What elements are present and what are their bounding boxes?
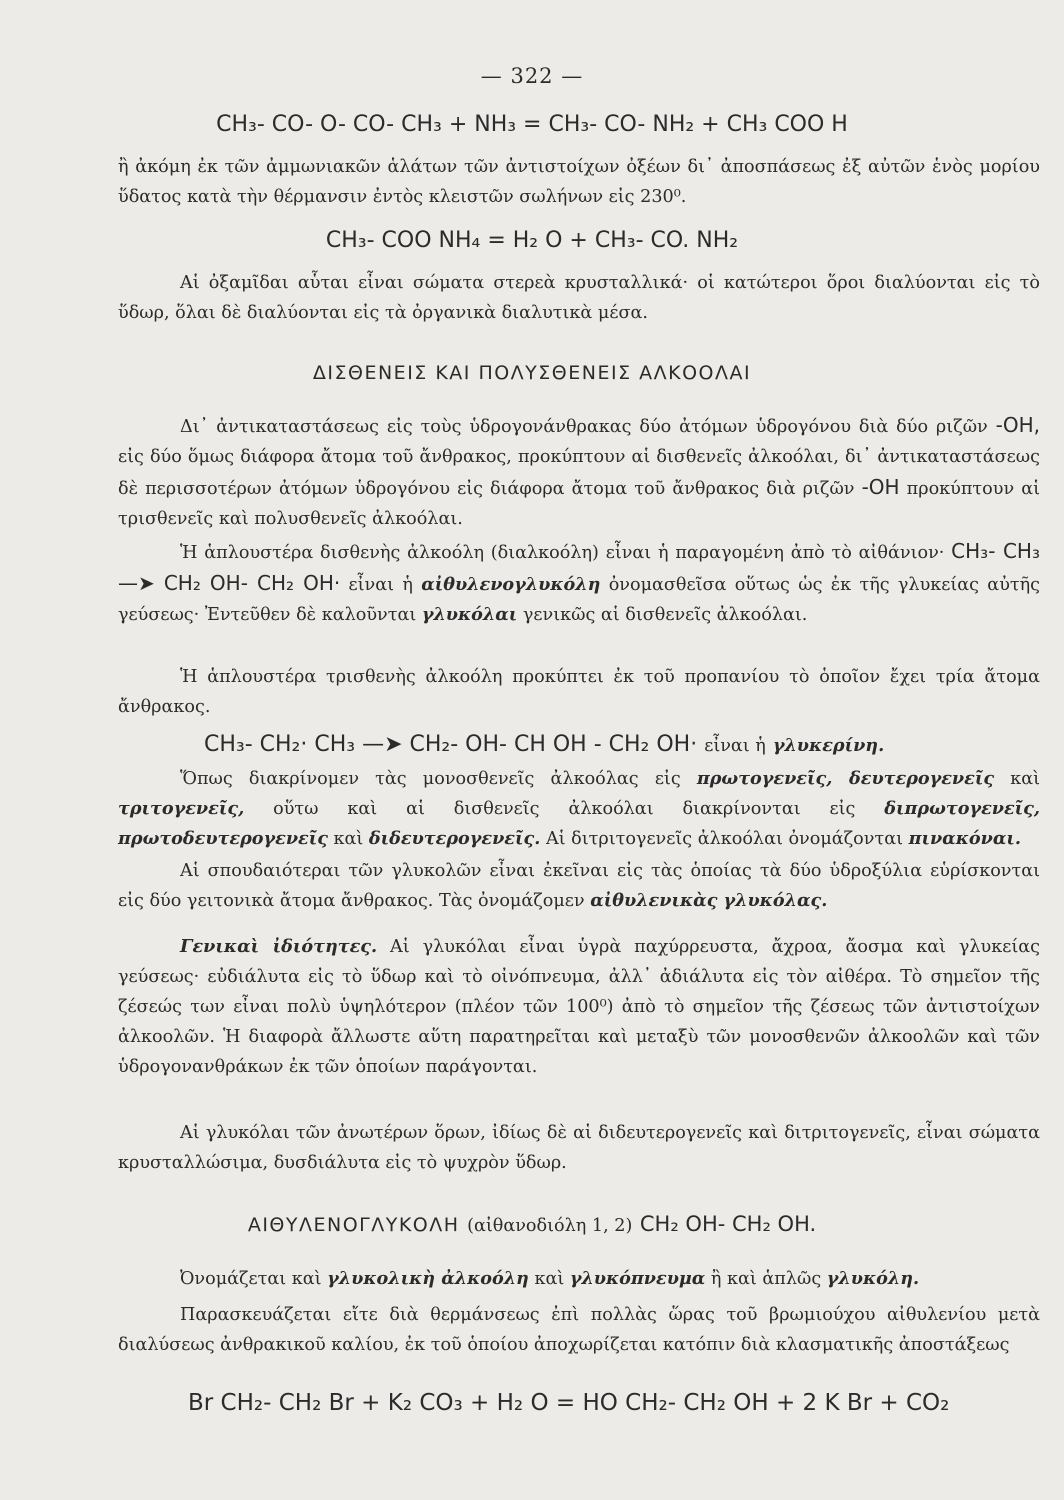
ethane-to-glycol-formula: CH₃- CH₃ —➤ CH₂ OH- CH₂ OH· <box>118 539 1040 595</box>
paragraph-triol: Ἡ ἁπλουστέρα τρισθενὴς ἀλκοόλη προκύπτει ἐκ τοῦ προπανίου τὸ ὁποῖον ἔχει τρία ἄτομα ἄνθρακος. <box>118 667 1040 717</box>
page-number: — 322 — <box>480 64 584 88</box>
section-heading-ethylene-glycol <box>0 1212 1064 1236</box>
p8-text: Αἱ γλυκόλαι εἶναι ὑγρὰ παχύρρευστα, ἄχροα, ἄοσμα καὶ γλυκείας γεύσεως· εὐδιάλυτα εἰς τὸ ὕδωρ καὶ τὸ οἰνόπνευμα, ἀλλ᾽ ἀδιάλυτα εἰς τὸν αἰθέρα. Τὸ σημεῖον τῆς ζέσεώς των εἶναι πολὺ ὑψηλότερον (πλέον τῶν 100⁰) ἀπὸ τὸ σημεῖον τῆς ζέσεως τῶν ἀντιστοίχων ἀλκοολῶν. Ἡ διαφορὰ ἄλλωστε αὕτη παρατηρεῖται καὶ μεταξὺ τῶν μονοσθενῶν ἀλκοολῶν καὶ τῶν ὑδρογονανθράκων ἐκ τῶν ὁποίων παράγονται. <box>118 937 1040 1077</box>
paragraph-classification <box>118 764 1040 854</box>
p4-text-c: ὀνομασθεῖσα οὕτως ὡς ἐκ τῆς γλυκείας αὐτῆς γεύσεως· Ἐντεῦθεν δὲ καλοῦνται <box>118 575 1041 625</box>
p10-text-c: ἢ καὶ ἁπλῶς <box>710 1269 822 1289</box>
p6-text-e: Αἱ διτριτογενεῖς ἀλκοόλαι ὀνομάζονται <box>545 829 903 849</box>
hydroxyl-group-1: -OH, <box>995 413 1041 437</box>
paragraph-ammonium-salts: ἢ ἀκόμη ἐκ τῶν ἀμμωνιακῶν ἁλάτων τῶν ἀντιστοίχων ὀξέων δι᾽ ἀποσπάσεως ἐξ αὐτῶν ἑνὸς μορίου ὕδατος κατὰ τὴν θέρμανσιν ἐντὸς κλειστῶν σωλήνων εἰς 230⁰. <box>118 157 1040 207</box>
ethylene-glycol-title: ΑΙΘΥΛΕΝΟΓΛΥΚΟΛΗ <box>247 1214 460 1236</box>
p3-text-c: προκύπτουν αἱ τρισθενεῖς καὶ πολυσθενεῖς ἀλκοόλαι. <box>118 479 1040 529</box>
equation-ammonium-acetate: CH₃- COO NH₄ = H₂ O + CH₃- CO. NH₂ <box>325 228 739 253</box>
paragraph-glycol-definition <box>118 536 1040 630</box>
paragraph-general-properties <box>118 932 1040 1082</box>
term-glycol-spirit: γλυκόπνευμα <box>569 1268 706 1289</box>
term-glycerin: γλυκερίνη. <box>772 735 885 756</box>
p7-text: Αἱ σπουδαιότεραι τῶν γλυκολῶν εἶναι ἐκεῖναι εἰς τὰς ὁποίας τὰ δύο ὑδροξύλια εὑρίσκονται εἰς δύο γειτονικὰ ἄτομα ἄνθρακος. Τὰς ὀνομάζομεν <box>118 861 1040 911</box>
p10-text-a: Ὀνομάζεται καὶ <box>180 1269 322 1289</box>
term-diprimary: διπρωτογενεῖς, πρωτοδευτερογενεῖς <box>118 798 1041 849</box>
subheading-general-properties: Γενικαὶ ἰδιότητες. <box>180 936 378 957</box>
term-glycol: γλυκόλη. <box>826 1268 920 1289</box>
term-pinacones: πινακόναι. <box>908 828 1022 849</box>
p6-text-b: καὶ <box>1010 769 1041 789</box>
p6-text-a: Ὅπως διακρίνομεν τὰς μονοσθενεῖς ἀλκοόλας εἰς <box>180 769 681 789</box>
equation-propane-glycerin <box>204 732 1044 757</box>
term-ethylenic-glycols: αἰθυλενικὰς γλυκόλας. <box>590 890 828 911</box>
p6-text-d: καὶ <box>333 829 364 849</box>
paragraph-higher-glycols: Αἱ γλυκόλαι τῶν ἀνωτέρων ὅρων, ἰδίως δὲ αἱ διδευτερογενεῖς καὶ διτριτογενεῖς, εἶναι σώματα κρυσταλλώσιμα, δυσδιάλυτα εἰς τὸ ψυχρὸν ὕδωρ. <box>118 1123 1040 1173</box>
term-glycols: γλυκόλαι <box>421 604 518 625</box>
term-glycolic-alcohol: γλυκολικὴ ἀλκοόλη <box>327 1268 529 1289</box>
iupac-name: (αἰθανοδιόλη 1, 2) <box>467 1216 633 1236</box>
term-primary-secondary: πρωτογενεῖς, δευτερογενεῖς <box>696 768 995 789</box>
paragraph-preparation: Παρασκευάζεται εἴτε διὰ θερμάνσεως ἐπὶ πολλὰς ὥρας τοῦ βρωμιούχου αἰθυλενίου μετὰ διαλύσεως ἀνθρακικοῦ καλίου, ἐκ τοῦ ὁποίου ἀποχωρίζεται κατόπιν διὰ κλασματικῆς ἀποστάξεως <box>118 1305 1040 1355</box>
p4-text-a: Ἡ ἁπλουστέρα δισθενὴς ἀλκοόλη (διαλκοόλη) εἶναι ἡ παραγομένη ἀπὸ τὸ αἰθάνιον· <box>180 543 945 563</box>
term-tertiary: τριτογενεῖς, <box>118 798 245 819</box>
paragraph-oxamides: Αἱ ὀξαμῖδαι αὗται εἶναι σώματα στερεὰ κρυσταλλικά· οἱ κατώτεροι ὅροι διαλύονται εἰς τὸ ὕδωρ, ὅλαι δὲ διαλύονται εἰς τὰ ὀργανικὰ διαλυτικὰ μέσα. <box>118 273 1040 323</box>
p3-text-b: εἰς δύο ὅμως διάφορα ἄτομα τοῦ ἄνθρακος, προκύπτουν αἱ δισθενεῖς ἀλκοόλαι, δι᾽ ἀντικαταστάσεως δὲ περισσοτέρων ἀτόμων ὑδρογόνου εἰς διάφορα ἄτομα τοῦ ἄνθρακος διὰ ριζῶν <box>118 447 1040 499</box>
paragraph-definition <box>118 410 1040 534</box>
p3-text-a: Δι᾽ ἀντικαταστάσεως εἰς τοὺς ὑδρογονάνθρακας δύο ἀτόμων ὑδρογόνου διὰ δύο ριζῶν <box>180 417 988 437</box>
eq3-text: εἶναι ἡ <box>704 736 766 756</box>
p4-text-d: γενικῶς αἱ δισθενεῖς ἀλκοόλαι. <box>522 605 808 625</box>
term-disecondary: διδευτερογενεῖς. <box>368 828 541 849</box>
propane-glycerin-formula: CH₃- CH₂· CH₃ —➤ CH₂- OH- CH OH - CH₂ OH· <box>204 732 698 757</box>
ethylene-glycol-formula: CH₂ OH- CH₂ OH. <box>639 1212 817 1236</box>
paragraph-synonyms <box>118 1264 1040 1294</box>
paragraph-ethylenic-glycols <box>118 856 1040 916</box>
section-heading-polyhydric-alcohols: ΔΙΣΘΕΝΕΙΣ ΚΑΙ ΠΟΛΥΣΘΕΝΕΙΣ ΑΛΚΟΟΛΑΙ <box>312 362 752 384</box>
hydroxyl-group-2: -OH <box>861 475 900 499</box>
p4-text-b: εἶναι ἡ <box>348 575 413 595</box>
equation-anhydride-ammonia: CH₃- CO- O- CO- CH₃ + NH₃ = CH₃- CO- NH₂ + CH₃ COO H <box>216 112 848 137</box>
equation-preparation: Br CH₂- CH₂ Br + K₂ CO₃ + H₂ O = HO CH₂- CH₂ OH + 2 K Br + CO₂ <box>188 1390 950 1416</box>
term-ethylene-glycol: αἰθυλενογλυκόλη <box>421 574 601 595</box>
p10-text-b: καὶ <box>534 1269 565 1289</box>
p6-text-c: οὕτω καὶ αἱ δισθενεῖς ἀλκοόλαι διακρίνονται εἰς <box>273 799 856 819</box>
